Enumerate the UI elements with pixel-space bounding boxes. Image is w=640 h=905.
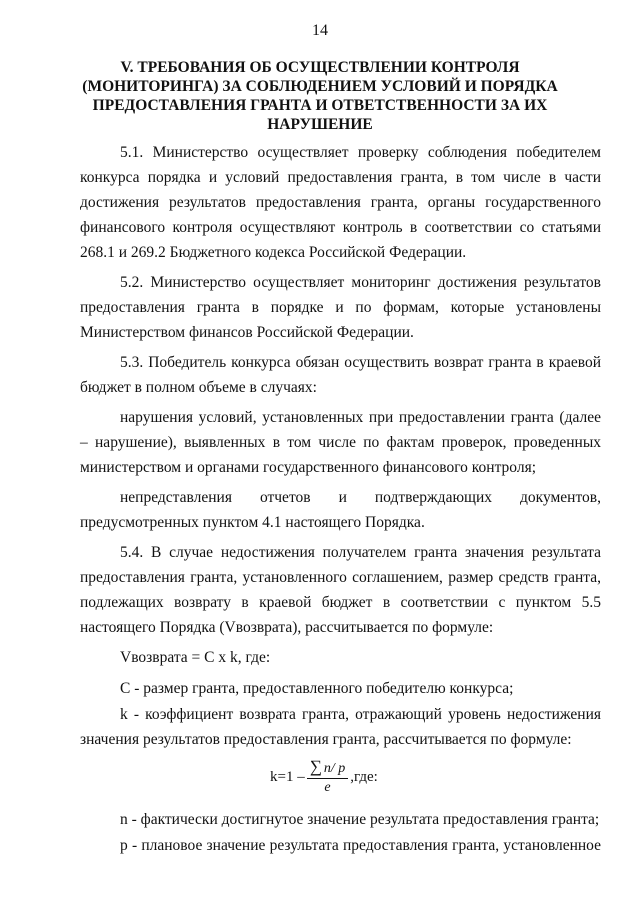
formula-k-numerator-text: n/ p — [323, 760, 346, 776]
heading-line: V. ТРЕБОВАНИЯ ОБ ОСУЩЕСТВЛЕНИИ КОНТРОЛЯ — [120, 59, 520, 76]
paragraph-5-3-item-reports: непредставления отчетов и подтверждающих документов, предусмотренных пунктом 4.1 настоящего Порядка. — [80, 489, 601, 531]
paragraph-5-2: 5.2. Министерство осуществляет мониторинг достижения результатов предоставления гранта в порядке и по формам, которые установлены Министерством финансов Российской Федерации. — [80, 274, 601, 341]
formula-v-return: Vвозврата = C x k, где: — [120, 649, 271, 666]
definition-k: k - коэффициент возврата гранта, отражающий уровень недостижения значения результатов предоставления гранта, рассчитывается по формуле: — [80, 706, 601, 748]
formula-k-suffix: ,где: — [350, 768, 378, 785]
paragraph-5-1: 5.1. Министерство осуществляет проверку соблюдения победителем конкурса порядка и условий предоставления гранта, в том числе в части достижения результатов предоставления гранта, органы государственного финансового контроля осуществляют контроль в соответствии со статьями 268.1 и 269.2 Бюджетного кодекса Российской Федерации. — [80, 144, 601, 261]
paragraph-5-4: 5.4. В случае недостижения получателем гранта значения результата предоставления гранта, установленного соглашением, размер средств гранта, подлежащих возврату в краевой бюджет в соответствии с пунктом 5.5 настоящего Порядка (Vвозврата), рассчитывается по формуле: — [80, 544, 601, 636]
section-heading — [80, 58, 560, 134]
formula-k-lhs: k=1 – — [270, 768, 305, 785]
formula-k-fraction — [307, 756, 349, 796]
formula-k-numerator — [307, 756, 349, 779]
paragraph-5-3-item-violation: нарушения условий, установленных при предоставлении гранта (далее – нарушение), выявленных в том числе по фактам проверок, проведенных министерством и органами государственного финансового контроля; — [80, 409, 601, 476]
formula-k — [270, 751, 378, 803]
page-number: 14 — [312, 22, 328, 39]
paragraph-5-3: 5.3. Победитель конкурса обязан осуществить возврат гранта в краевой бюджет в полном объеме в случаях: — [80, 354, 601, 396]
definition-n: n - фактически достигнутое значение результата предоставления гранта; — [120, 811, 600, 828]
heading-line: НАРУШЕНИЕ — [267, 116, 373, 133]
formula-k-denominator: e — [324, 779, 331, 795]
heading-line: (МОНИТОРИНГА) ЗА СОБЛЮДЕНИЕМ УСЛОВИЙ И ПОРЯДКА — [82, 78, 558, 95]
heading-line: ПРЕДОСТАВЛЕНИЯ ГРАНТА И ОТВЕТСТВЕННОСТИ ЗА ИХ — [92, 97, 548, 114]
formula-k-block — [80, 751, 601, 803]
definition-p: p - плановое значение результата предоставления гранта, установленное — [120, 837, 601, 854]
sum-symbol: ∑ — [309, 756, 322, 776]
document-body — [80, 140, 601, 859]
definition-c: C - размер гранта, предоставленного победителю конкурса; — [120, 680, 514, 697]
